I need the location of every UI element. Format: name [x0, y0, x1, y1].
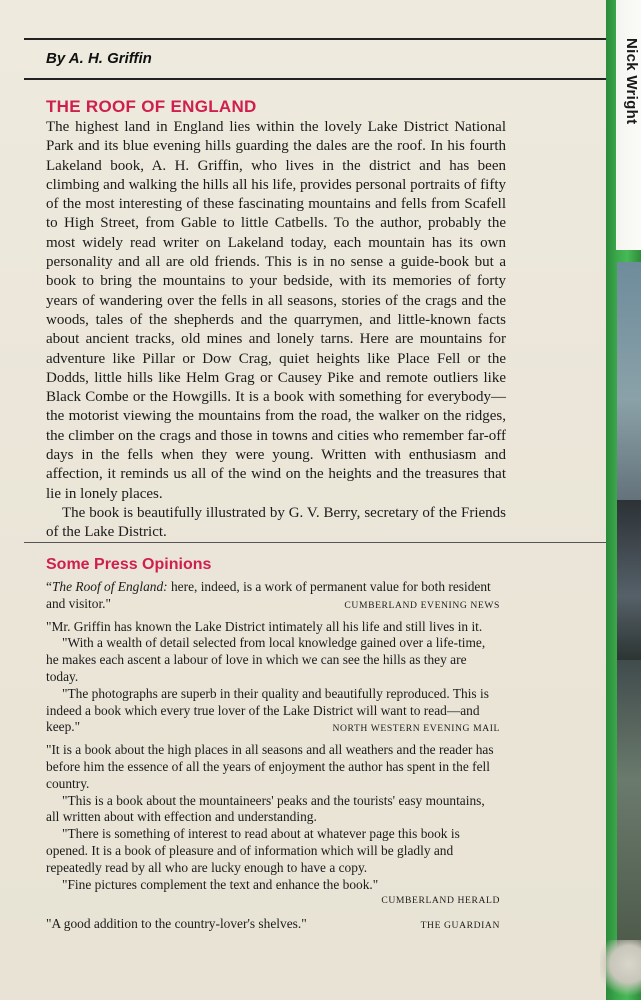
quote-4-source: THE GUARDIAN — [420, 920, 500, 932]
quote-4-text: "A good addition to the country-lover's shelves." — [46, 916, 307, 932]
quote-1-source: CUMBERLAND EVENING NEWS — [344, 599, 500, 611]
quote-3-source: CUMBERLAND HERALD — [381, 895, 500, 907]
top-rule — [24, 38, 606, 40]
blurb-paragraph-2: The book is beautifully illustrated by G. V. Berry, secretary of the Friends of the Lake District. — [46, 504, 506, 541]
quote-2c — [46, 686, 500, 736]
blurb-paragraph-1: The highest land in England lies within the lovely Lake District National Park and its blue evening hills guarding the dales are the roof. In his fourth Lakeland book, A. H. Griffin, who lives in the district and has been climbing and walking the hills all his life, provides personal portraits of fifty of the most interesting of these fascinating mountains and fells from Scafell to High Street, from Gable to little Catbells. To the author, probably the most widely read writer on Lakeland today, each mountain has its own personality and all are old friends. This is in no sense a guide-book but a book to bring the mountains to your bedside, with its memories of forty years of wandering over the fells in all seasons, stories of the crags and the woods, tales of the shepherds and the quarrymen, and little-known facts about ancient tracks, old mines and lonely tarns. Here are mountains for adventure like Pillar or Dow Crag, quiet heights like Place Fell or the Dodds, little hills like Helm Grag or Causey Pike and remote outliers like Black Combe or the Howgills. It is a book with something for everybody—the motorist viewing the mountains from the road, the walker on the ridges, the climber on the crags and those in towns and cities who remember far-off days in the fells when they were young. Written with enthusiasm and affection, it reminds us all of the wind on the heights and the treasures that lie in lonely places. — [46, 119, 506, 502]
book-title: THE ROOF OF ENGLAND — [46, 97, 257, 116]
quote-4 — [46, 916, 500, 933]
press-rule — [24, 542, 606, 543]
spine-author-name: Nick Wright — [623, 38, 640, 125]
corner-wear — [600, 940, 641, 1000]
quote-2c-text: "The photographs are superb in their quality and beautifully reproduced. This is indeed a book which every true lover of the Lake District will want to read—and keep." — [46, 685, 489, 735]
quote-1-title: The Roof of England: — [51, 579, 168, 594]
author-rule — [24, 78, 606, 80]
quote-2-source: NORTH WESTERN EVENING MAIL — [332, 723, 500, 735]
press-opinions — [46, 579, 500, 935]
quote-3c: "There is something of interest to read about at whatever page this book is opened. It is a book of pleasure and of information which will be gladly and repeatedly read by all who are lucky enough to have a copy. — [46, 826, 460, 875]
quote-1-text: here, indeed, is a work of permanent value for both resident and visitor." — [46, 579, 491, 611]
press-opinions-heading: Some Press Opinions — [46, 556, 212, 573]
blurb — [46, 118, 506, 543]
quote-2a: "Mr. Griffin has known the Lake District intimately all his life and still lives in it. — [46, 618, 483, 634]
quote-3d: "Fine pictures complement the text and enhance the book." — [62, 876, 379, 892]
author-byline: By A. H. Griffin — [46, 50, 152, 67]
quote-3a: "It is a book about the high places in all seasons and all weathers and the reader has before him the essence of all the years of enjoyment the author has spent in the fell country. — [46, 742, 494, 791]
quote-2b: "With a wealth of detail selected from local knowledge gained over a life-time, he makes each ascent a labour of love in which we can see the hills as they are today. — [46, 635, 486, 684]
quote-3b: "This is a book about the mountaineers' peaks and the tourists' easy mountains, all written about with effection and understanding. — [46, 792, 485, 825]
quote-1: “The Roof of England: here, indeed, is a work of permanent value for both resident and visitor." CUMBERLAND EVENING NEWS — [46, 579, 500, 613]
cover-photo-dark-section — [617, 500, 641, 660]
